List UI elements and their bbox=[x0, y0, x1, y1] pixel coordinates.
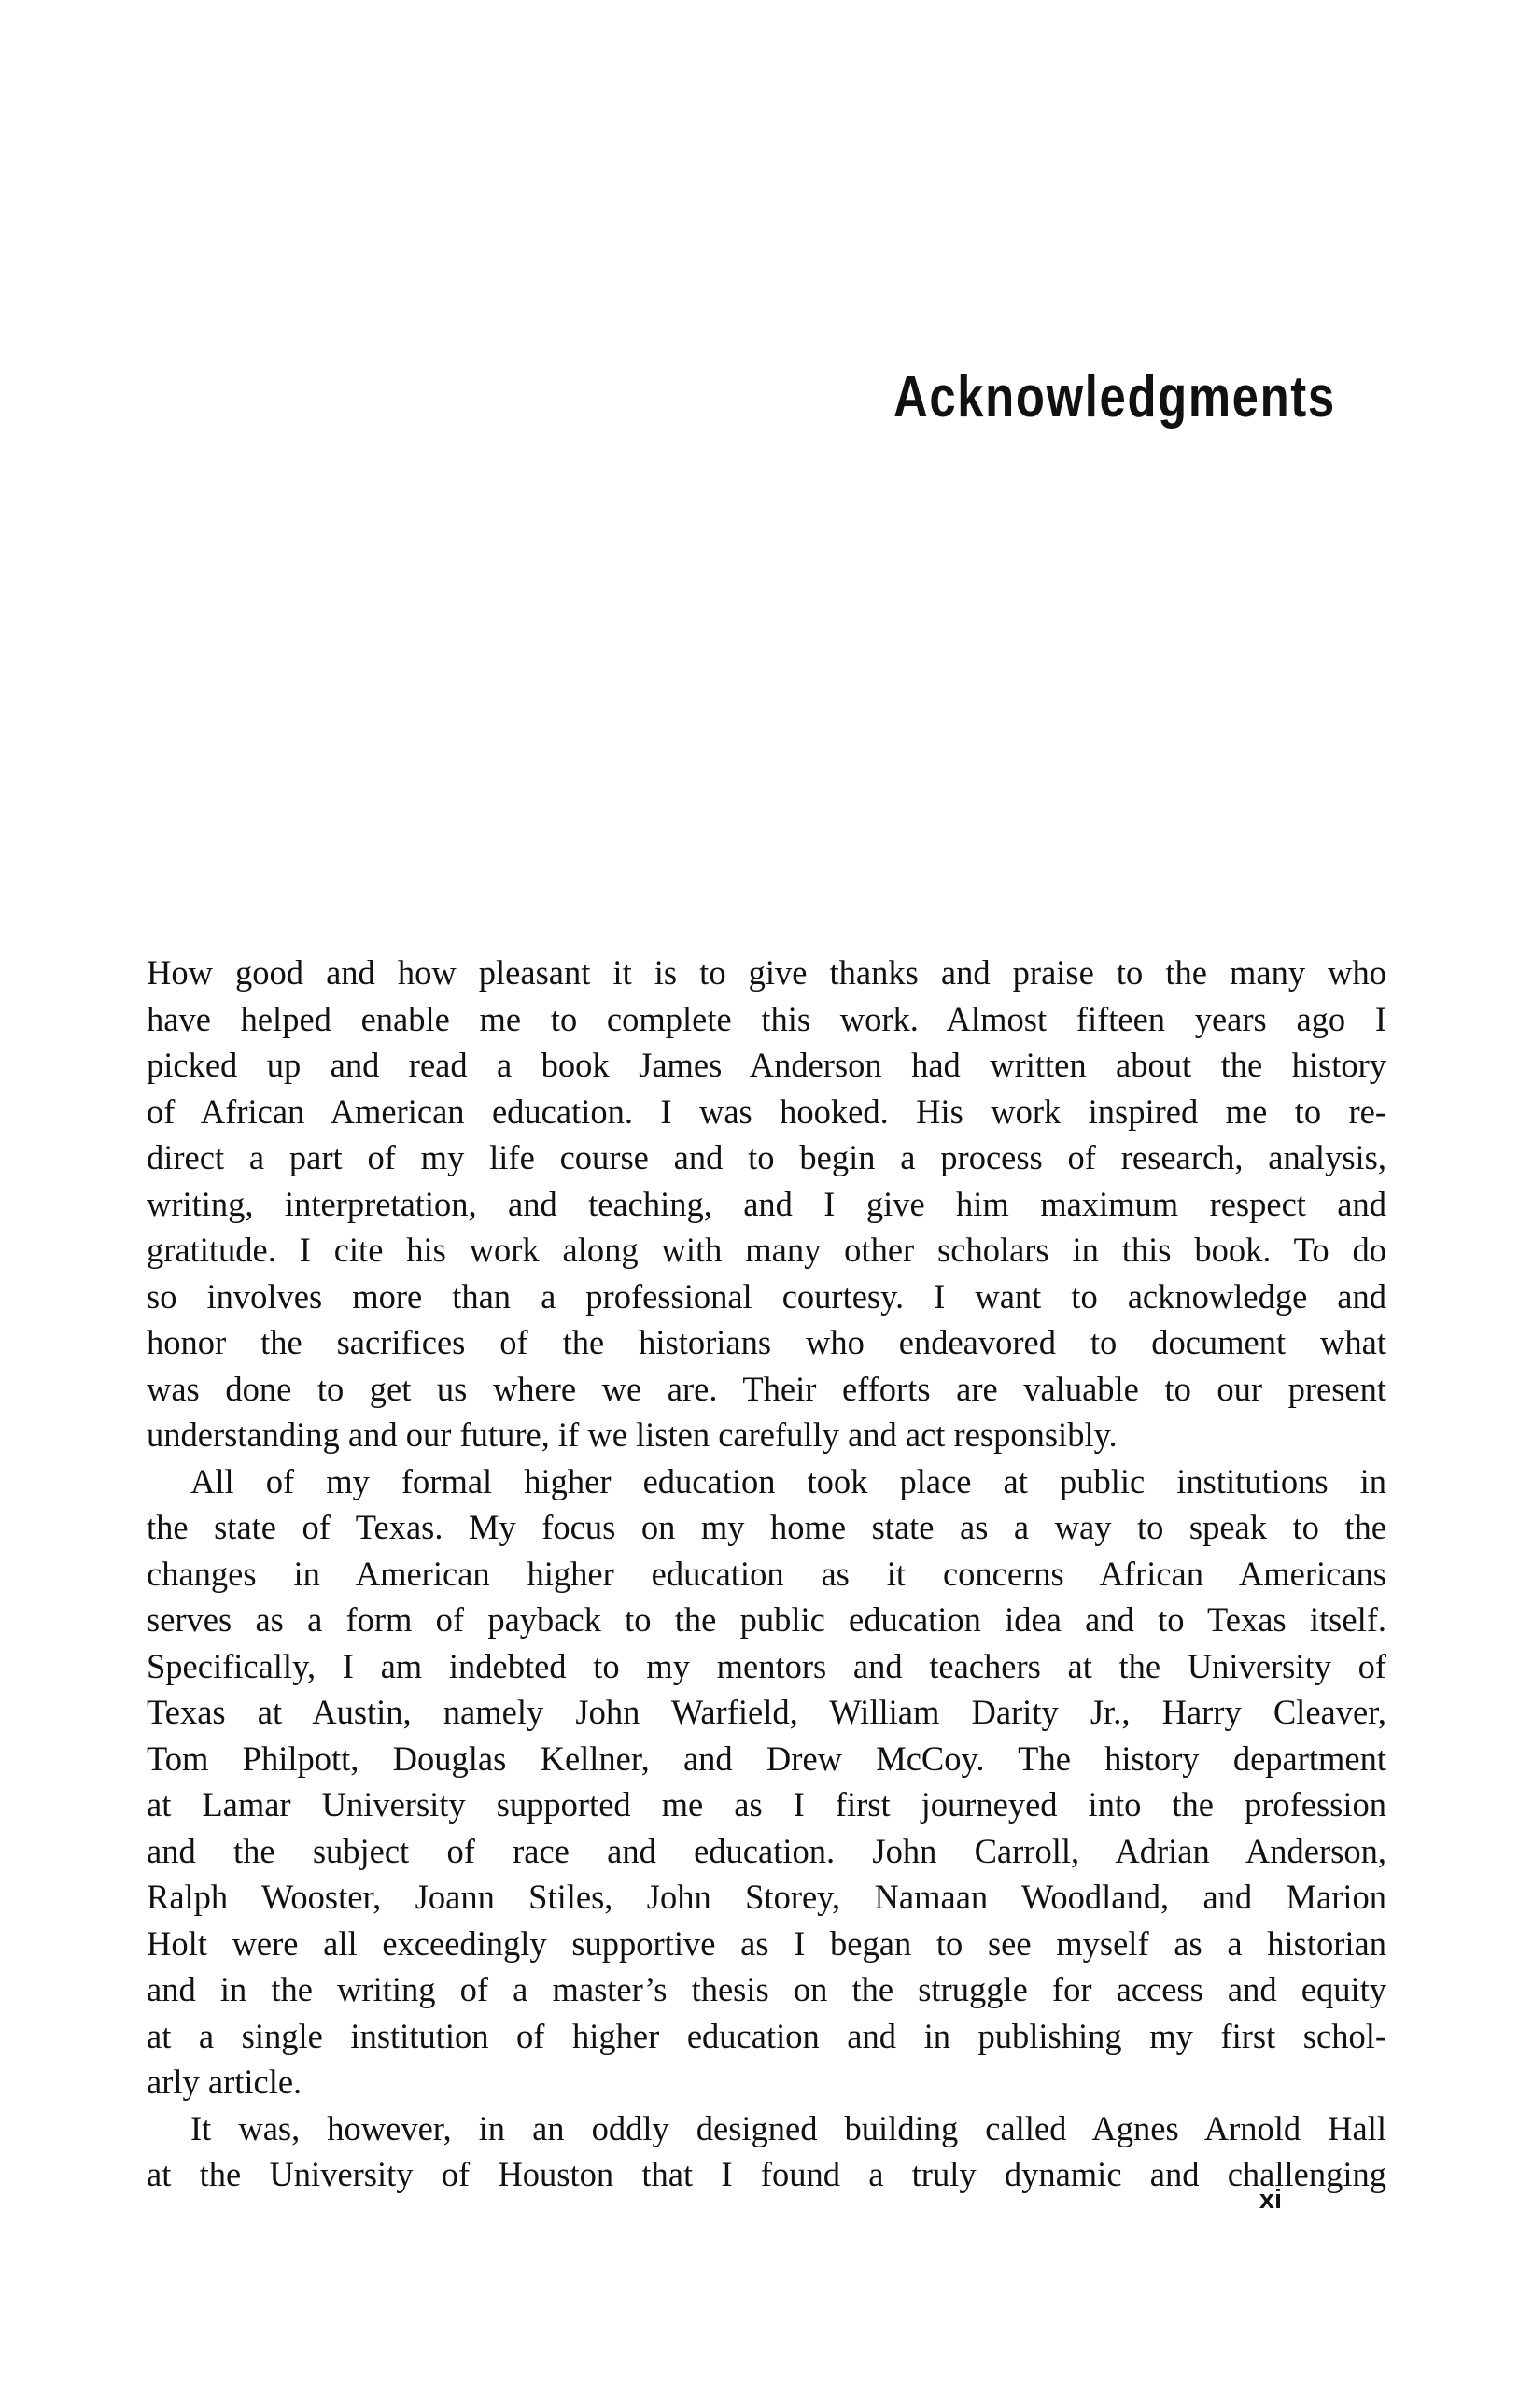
text-line: have helped enable me to complete this work. Almost fifteen years ago I bbox=[147, 999, 1386, 1038]
text-line: at Lamar University supported me as I first journeyed into the profession bbox=[147, 1785, 1386, 1824]
text-line: picked up and read a book James Anderson had written about the history bbox=[147, 1046, 1386, 1084]
text-line: changes in American higher education as it concerns African Americans bbox=[147, 1554, 1386, 1593]
text-line: All of my formal higher education took place at public institutions in bbox=[190, 1461, 1386, 1500]
text-line: serves as a form of payback to the public education idea and to Texas itself. bbox=[147, 1600, 1386, 1639]
text-line: gratitude. I cite his work along with many other scholars in this book. To do bbox=[147, 1231, 1386, 1269]
text-line: It was, however, in an oddly designed building called Agnes Arnold Hall bbox=[190, 2108, 1386, 2147]
text-line: and the subject of race and education. John Carroll, Adrian Anderson, bbox=[147, 1831, 1386, 1870]
text-line: was done to get us where we are. Their efforts are valuable to our present bbox=[147, 1369, 1386, 1408]
text-line: honor the sacrifices of the historians who endeavored to document what bbox=[147, 1323, 1386, 1361]
text-line: Ralph Wooster, Joann Stiles, John Storey, Namaan Woodland, and Marion bbox=[147, 1878, 1386, 1916]
text-line: Holt were all exceedingly supportive as I began to see myself as a historian bbox=[147, 1923, 1386, 1963]
text-line: writing, interpretation, and teaching, and I give him maximum respect and bbox=[147, 1184, 1386, 1223]
page-number: xi bbox=[1259, 2185, 1282, 2215]
text-line: Specifically, I am indebted to my mentors and teachers at the University of bbox=[147, 1646, 1386, 1685]
text-line: understanding and our future, if we listen carefully and act responsibly. bbox=[147, 1415, 1118, 1454]
paragraph-2 bbox=[147, 1458, 1386, 2105]
text-line: Texas at Austin, namely John Warfield, William Darity Jr., Harry Cleaver, bbox=[147, 1693, 1386, 1731]
text-line: of African American education. I was hooked. His work inspired me to re- bbox=[147, 1091, 1386, 1131]
text-line: How good and how pleasant it is to give thanks and praise to the many who bbox=[147, 953, 1386, 992]
page-title: Acknowledgments bbox=[893, 365, 1336, 429]
text-line: at the University of Houston that I found a truly dynamic and challenging bbox=[147, 2155, 1386, 2193]
text-line: direct a part of my life course and to begin a process of research, analysis, bbox=[147, 1138, 1386, 1176]
paragraph-1 bbox=[147, 950, 1386, 1458]
text-line: the state of Texas. My focus on my home state as a way to speak to the bbox=[147, 1508, 1386, 1546]
paragraph-3 bbox=[147, 2105, 1386, 2198]
text-line: and in the writing of a master’s thesis on the struggle for access and equity bbox=[147, 1970, 1386, 2008]
text-line: arly article. bbox=[147, 2063, 302, 2101]
text-line: so involves more than a professional courtesy. I want to acknowledge and bbox=[147, 1276, 1386, 1316]
body-text bbox=[147, 950, 1386, 2198]
text-line: at a single institution of higher education and in publishing my first schol- bbox=[147, 2016, 1386, 2055]
text-line: Tom Philpott, Douglas Kellner, and Drew McCoy. The history department bbox=[147, 1739, 1386, 1778]
